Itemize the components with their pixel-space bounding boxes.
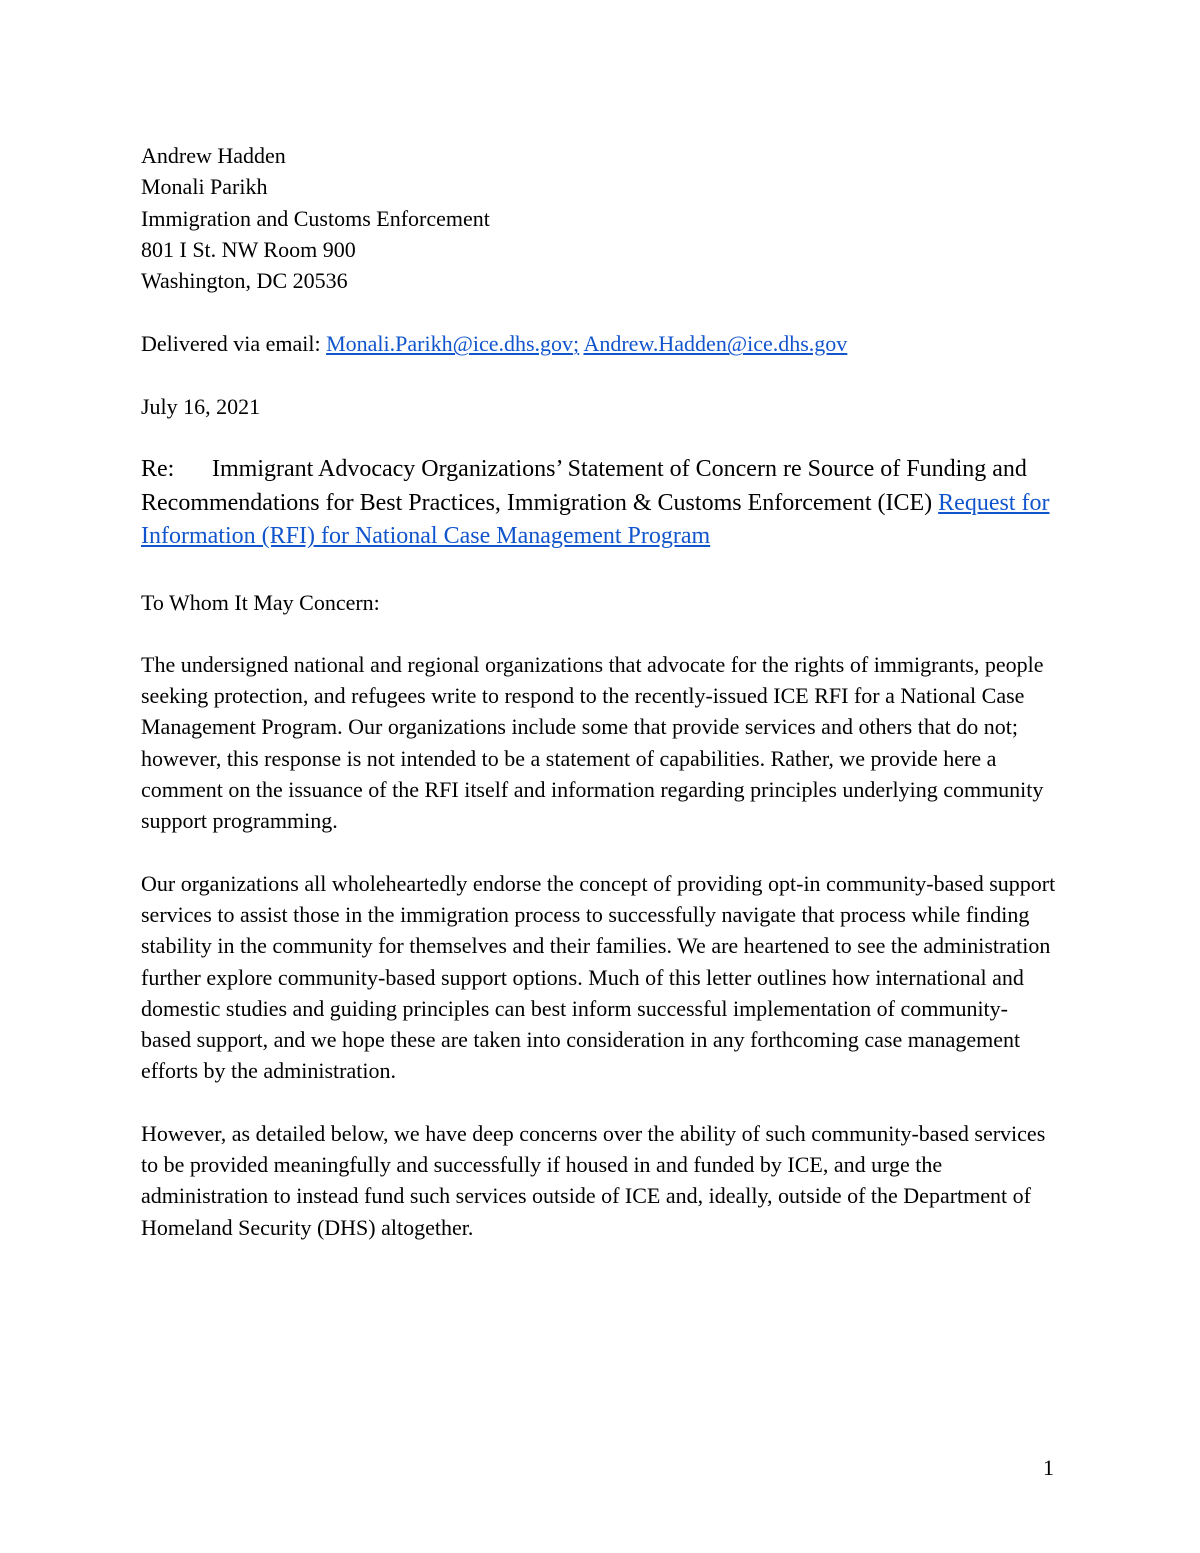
address-line: Immigration and Customs Enforcement <box>141 205 490 231</box>
address-line: 801 I St. NW Room 900 <box>141 236 356 262</box>
subject-text: Immigrant Advocacy Organizations’ Statement of Concern re Source of Funding and Recommendations for Best Practices, Immigration & Customs Enforcement (ICE) <box>141 456 1027 516</box>
delivery-prefix: Delivered via email: <box>141 331 327 357</box>
body-paragraph: Our organizations all wholeheartedly endorse the concept of providing opt-in community-based support services to assist those in the immigration process to successfully navigate that process while finding stability in the community for themselves and their families. We are heartened to see the administration further explore community-based support options. Much of this letter outlines how international and domestic studies and guiding principles can best inform successful implementation of community-based support, and we hope these are taken into consideration in any forthcoming case management efforts by the administration. <box>141 870 1056 1084</box>
rfi-link[interactable]: Request for Information (RFI) for National Case Management Program <box>141 489 1050 550</box>
recipient-address-block <box>141 140 1056 296</box>
letter-body <box>141 140 1056 1243</box>
salutation: To Whom It May Concern: <box>141 589 380 615</box>
address-line: Washington, DC 20536 <box>141 268 348 294</box>
body-paragraph: The undersigned national and regional organizations that advocate for the rights of immigrants, people seeking protection, and refugees write to respond to the recently-issued ICE RFI for a National Case Management Program. Our organizations include some that provide services and others that do not; however, this response is not intended to be a statement of capabilities. Rather, we provide here a comment on the issuance of the RFI itself and information regarding principles underlying community support programming. <box>141 651 1044 834</box>
delivery-line <box>141 328 1056 359</box>
letter-date: July 16, 2021 <box>141 393 261 419</box>
email-link-hadden[interactable]: Andrew.Hadden@ice.dhs.gov <box>583 331 848 357</box>
email-separator: ; <box>573 331 580 357</box>
subject-label: Re: <box>141 456 175 483</box>
email-link-parikh[interactable]: Monali.Parikh@ice.dhs.gov <box>326 331 574 357</box>
address-line: Monali Parikh <box>141 174 268 200</box>
page-number: 1 <box>1043 1455 1054 1480</box>
subject-line <box>141 453 1056 554</box>
address-line: Andrew Hadden <box>141 143 286 168</box>
body-paragraph: However, as detailed below, we have deep concerns over the ability of such community-based services to be provided meaningfully and successfully if housed in and funded by ICE, and urge the administration to instead fund such services outside of ICE and, ideally, outside of the Department of Homeland Security (DHS) altogether. <box>141 1120 1046 1240</box>
